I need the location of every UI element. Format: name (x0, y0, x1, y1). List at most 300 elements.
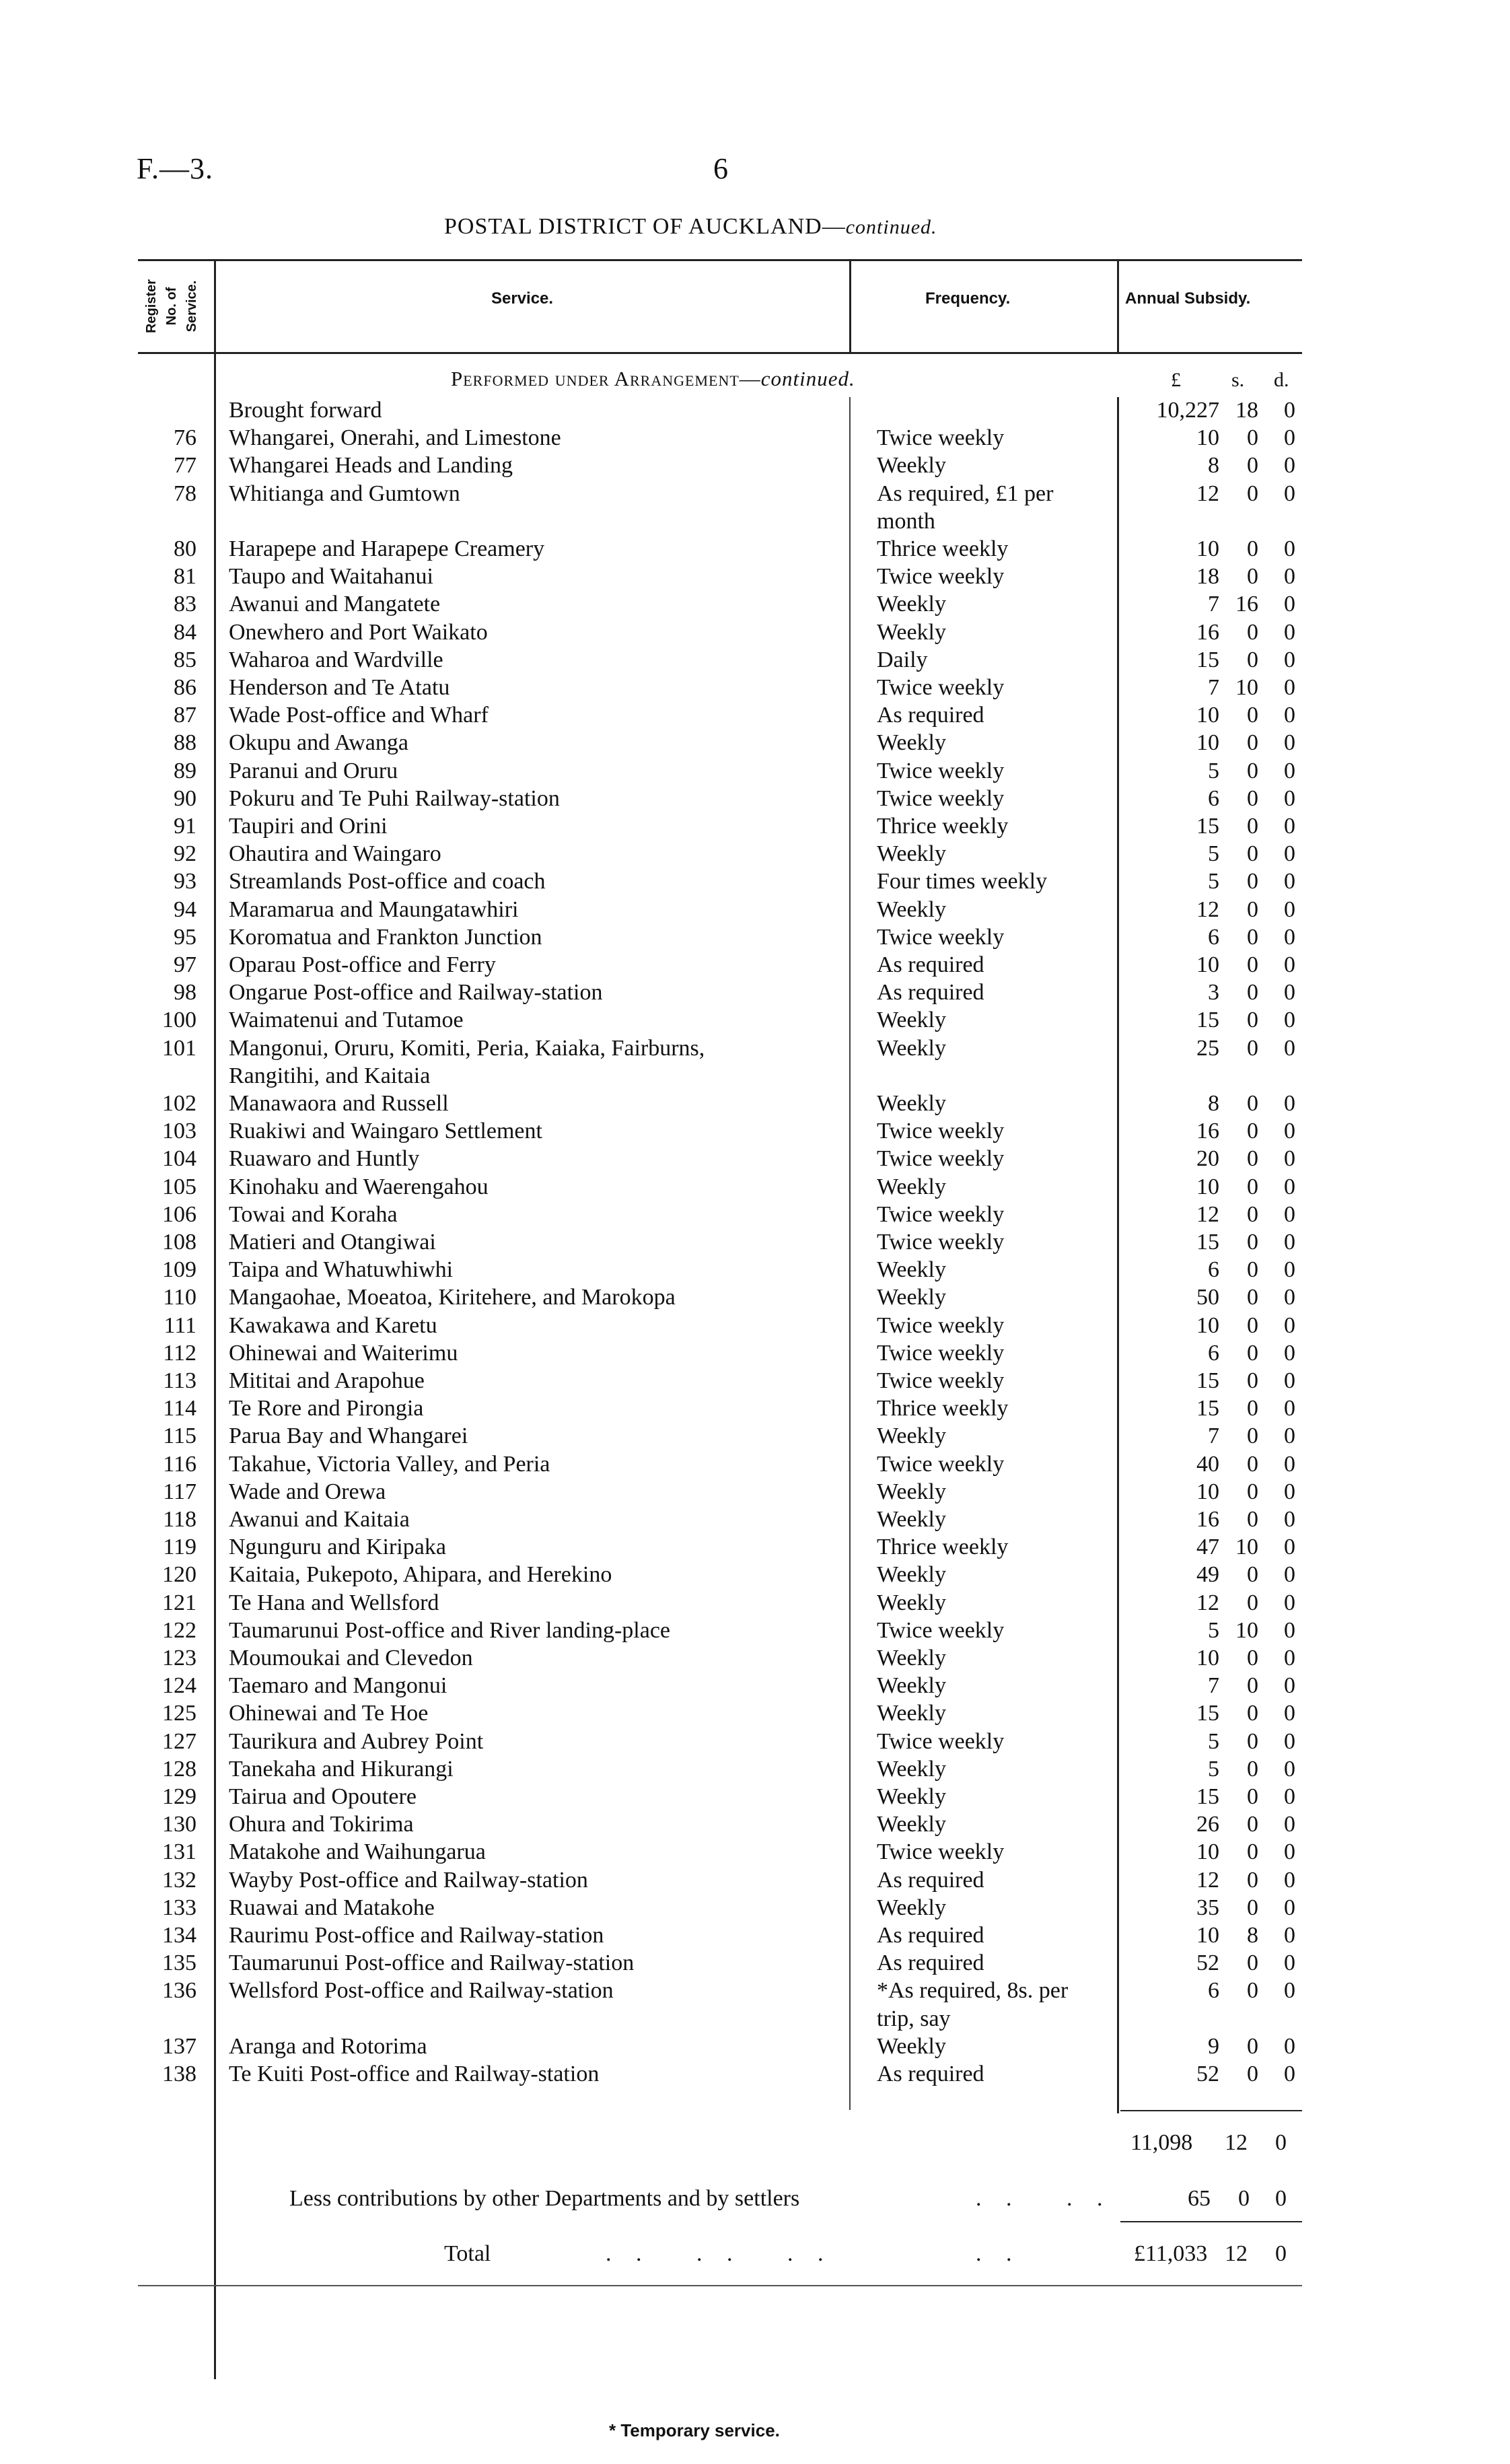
subsidy-shillings: 0 (1247, 814, 1258, 839)
subsidy-pounds: 10 (1196, 425, 1219, 450)
table-row (0, 1312, 1510, 1339)
header-bottom-rule (138, 352, 1302, 354)
service-name: Oparau Post-office and Ferry (229, 952, 496, 977)
register-number: 106 (162, 1202, 196, 1227)
service-name: Okupu and Awanga (229, 730, 408, 755)
subsidy-shillings: 0 (1247, 1479, 1258, 1504)
subsidy-pence: 0 (1284, 1091, 1295, 1116)
subsidy-shillings: 0 (1247, 1036, 1258, 1061)
subsidy-pence: 0 (1284, 536, 1295, 561)
subtotal-rule (1120, 2110, 1302, 2111)
subsidy-pence: 0 (1284, 1729, 1295, 1754)
subsidy-pence: 0 (1284, 2062, 1295, 2086)
subsidy-pounds: 10 (1196, 703, 1219, 728)
table-row (0, 1673, 1510, 1699)
subsidy-shillings: 0 (1247, 1590, 1258, 1615)
register-number: 123 (162, 1646, 196, 1670)
frequency: Twice weekly (877, 1146, 1005, 1171)
frequency: Twice weekly (877, 1368, 1005, 1393)
register-number: 78 (174, 481, 196, 506)
service-name: Takahue, Victoria Valley, and Peria (229, 1452, 550, 1477)
table-row (0, 1395, 1510, 1422)
subsidy-pence: 0 (1284, 786, 1295, 811)
service-name: Awanui and Mangatete (229, 592, 441, 617)
frequency: Thrice weekly (877, 536, 1009, 561)
section-title: Performed under Arrangement— (451, 367, 761, 390)
frequency: Weekly (877, 1757, 946, 1782)
register-number: 87 (174, 703, 196, 728)
subsidy-pounds: 10 (1196, 1839, 1219, 1864)
table-row (0, 1534, 1510, 1561)
frequency: Weekly (877, 1174, 946, 1199)
frequency: Weekly (877, 1673, 946, 1698)
subsidy-pounds: 52 (1196, 2062, 1219, 2086)
subsidy-shillings: 0 (1247, 1895, 1258, 1920)
total-freq-dots: . . (976, 2241, 1021, 2266)
table-row (0, 1451, 1510, 1478)
service-name: Mangonui, Oruru, Komiti, Peria, Kaiaka, Fairburns, (229, 1036, 705, 1061)
register-number: 112 (163, 1341, 196, 1366)
subsidy-pounds: 7 (1208, 592, 1219, 617)
service-name: Raurimu Post-office and Railway-station (229, 1923, 604, 1948)
frequency: *As required, 8s. per (877, 1978, 1069, 2003)
table-row (0, 1007, 1510, 1034)
subsidy-pounds: 15 (1196, 814, 1219, 839)
frequency: Twice weekly (877, 1618, 1005, 1643)
service-name: Manawaora and Russell (229, 1091, 449, 1116)
frequency: Weekly (877, 1562, 946, 1587)
register-number: 81 (174, 564, 196, 589)
table-row (0, 1756, 1510, 1783)
frequency: Weekly (877, 1507, 946, 1532)
frequency: Weekly (877, 453, 946, 478)
frequency: Twice weekly (877, 1729, 1005, 1754)
section-heading (451, 367, 855, 391)
frequency: As required (877, 1950, 984, 1975)
total-rule (1120, 2221, 1302, 2222)
subsidy-shillings: 0 (1247, 564, 1258, 589)
subsidy-pounds: 47 (1196, 1535, 1219, 1559)
service-name: Ongarue Post-office and Railway-station (229, 980, 603, 1005)
table-row (0, 1590, 1510, 1617)
frequency: Weekly (877, 1590, 946, 1615)
register-number: 130 (162, 1812, 196, 1837)
register-number: 95 (174, 925, 196, 950)
register-number: 138 (162, 2062, 196, 2086)
subsidy-pence: 0 (1284, 1423, 1295, 1448)
subsidy-shillings: 10 (1235, 1535, 1258, 1559)
subsidy-shillings: 0 (1247, 1091, 1258, 1116)
subsidy-pounds: 6 (1208, 786, 1219, 811)
register-number: 125 (162, 1701, 196, 1726)
subsidy-shillings: 0 (1247, 1784, 1258, 1809)
subsidy-shillings: 8 (1247, 1923, 1258, 1948)
subsidy-pence: 0 (1284, 1895, 1295, 1920)
subsidy-pounds: 49 (1196, 1562, 1219, 1587)
service-name: Wade and Orewa (229, 1479, 386, 1504)
subsidy-pence: 0 (1284, 398, 1295, 423)
table-row (0, 2006, 1510, 2033)
table-row (0, 1728, 1510, 1755)
subsidy-pounds: 12 (1196, 1202, 1219, 1227)
register-number: 77 (174, 453, 196, 478)
subsidy-pounds: 15 (1196, 1368, 1219, 1393)
table-row (0, 924, 1510, 951)
frequency: Twice weekly (877, 1452, 1005, 1477)
subsidy-pounds: 5 (1208, 841, 1219, 866)
subsidy-shillings: 0 (1247, 647, 1258, 672)
subsidy-pence: 0 (1284, 897, 1295, 922)
subsidy-pounds: 8 (1208, 1091, 1219, 1116)
subsidy-pence: 0 (1284, 841, 1295, 866)
frequency: Twice weekly (877, 1313, 1005, 1338)
subsidy-shillings: 0 (1247, 703, 1258, 728)
subsidy-shillings: 10 (1235, 1618, 1258, 1643)
frequency: Weekly (877, 1646, 946, 1670)
table-row (0, 1506, 1510, 1533)
table-row (0, 1201, 1510, 1228)
table-row (0, 1617, 1510, 1644)
subsidy-pounds: 26 (1196, 1812, 1219, 1837)
service-name: Taupo and Waitahanui (229, 564, 433, 589)
table-row (0, 647, 1510, 674)
pounds-heading: £ (1171, 369, 1181, 391)
register-column-header (141, 262, 215, 350)
frequency: Daily (877, 647, 928, 672)
service-name: Matakohe and Waihungarua (229, 1839, 486, 1864)
register-number: 76 (174, 425, 196, 450)
table-row (0, 1645, 1510, 1672)
service-name: Towai and Koraha (229, 1202, 398, 1227)
subsidy-shillings: 18 (1235, 398, 1258, 423)
table-row (0, 619, 1510, 646)
table-row (0, 1035, 1510, 1062)
subsidy-pence: 0 (1284, 1396, 1295, 1421)
subsidy-pence: 0 (1284, 952, 1295, 977)
frequency: Weekly (877, 1701, 946, 1726)
register-number: 80 (174, 536, 196, 561)
subsidy-pounds: 16 (1196, 620, 1219, 645)
subsidy-pounds: 25 (1196, 1036, 1219, 1061)
col-rule-subsidy (1117, 259, 1119, 353)
register-number: 113 (163, 1368, 196, 1393)
frequency: As required (877, 1923, 984, 1948)
service-name: Koromatua and Frankton Junction (229, 925, 542, 950)
service-name: Te Hana and Wellsford (229, 1590, 439, 1615)
service-name: Wayby Post-office and Railway-station (229, 1868, 588, 1893)
document-reference: F.—3. (137, 152, 213, 185)
subsidy-shillings: 0 (1247, 1396, 1258, 1421)
table-row (0, 785, 1510, 812)
table-row (0, 758, 1510, 785)
subsidy-pence: 0 (1284, 1673, 1295, 1698)
subsidy-pence: 0 (1284, 1036, 1295, 1061)
subsidy-pounds: 10 (1196, 1174, 1219, 1199)
frequency: Twice weekly (877, 1839, 1005, 1864)
register-number: 89 (174, 759, 196, 783)
subsidy-shillings: 10 (1235, 675, 1258, 700)
subsidy-pounds: 15 (1196, 1396, 1219, 1421)
subsidy-shillings: 0 (1247, 620, 1258, 645)
subsidy-shillings: 0 (1247, 1146, 1258, 1171)
subsidy-pence: 0 (1284, 1950, 1295, 1975)
total-shillings: 12 (1225, 2241, 1248, 2266)
register-number: 83 (174, 592, 196, 617)
subsidy-pounds: 10 (1196, 730, 1219, 755)
service-name: Henderson and Te Atatu (229, 675, 450, 700)
subsidy-shillings: 0 (1247, 1230, 1258, 1255)
frequency: Thrice weekly (877, 1535, 1009, 1559)
service-name: Ohautira and Waingaro (229, 841, 441, 866)
table-row (0, 1229, 1510, 1256)
table-row (0, 591, 1510, 618)
frequency: month (877, 509, 935, 534)
subsidy-pence: 0 (1284, 1923, 1295, 1948)
subsidy-pence: 0 (1284, 620, 1295, 645)
subtotal-shillings: 12 (1225, 2130, 1248, 2155)
subsidy-shillings: 0 (1247, 536, 1258, 561)
table-row (0, 952, 1510, 979)
register-number: 132 (162, 1868, 196, 1893)
subsidy-pounds: 18 (1196, 564, 1219, 589)
register-number: 101 (162, 1036, 196, 1061)
subsidy-shillings: 0 (1247, 1423, 1258, 1448)
subsidy-shillings: 0 (1247, 2062, 1258, 2086)
service-name: Kinohaku and Waerengahou (229, 1174, 489, 1199)
table-row (0, 452, 1510, 479)
subsidy-shillings: 0 (1247, 1701, 1258, 1726)
register-header-line: Register (144, 279, 159, 334)
register-number: 97 (174, 952, 196, 977)
service-name: Onewhero and Port Waikato (229, 620, 488, 645)
table-row (0, 1423, 1510, 1450)
frequency: Twice weekly (877, 1202, 1005, 1227)
frequency: Weekly (877, 1036, 946, 1061)
frequency: Weekly (877, 1895, 946, 1920)
subsidy-pounds: 15 (1196, 1784, 1219, 1809)
table-row (0, 868, 1510, 895)
subsidy-pence: 0 (1284, 592, 1295, 617)
register-number: 85 (174, 647, 196, 672)
subsidy-pounds: 5 (1208, 1757, 1219, 1782)
subsidy-pence: 0 (1284, 1784, 1295, 1809)
register-number: 103 (162, 1119, 196, 1143)
service-name: Rangitihi, and Kaitaia (229, 1063, 431, 1088)
subsidy-shillings: 0 (1247, 1202, 1258, 1227)
frequency: As required (877, 1868, 984, 1893)
subsidy-pence: 0 (1284, 1590, 1295, 1615)
subsidy-shillings: 0 (1247, 1562, 1258, 1587)
service-name: Pokuru and Te Puhi Railway-station (229, 786, 560, 811)
frequency: As required (877, 980, 984, 1005)
subsidy-pounds: 10 (1196, 1923, 1219, 1948)
table-row (0, 397, 1510, 424)
subsidy-shillings: 0 (1247, 925, 1258, 950)
subsidy-shillings: 0 (1247, 1341, 1258, 1366)
frequency: Twice weekly (877, 675, 1005, 700)
subsidy-pence: 0 (1284, 564, 1295, 589)
service-name: Mangaohae, Moeatoa, Kiritehere, and Marokopa (229, 1285, 676, 1310)
table-row (0, 1839, 1510, 1866)
subsidy-pounds: 12 (1196, 1590, 1219, 1615)
frequency: As required (877, 703, 984, 728)
subsidy-pence: 0 (1284, 814, 1295, 839)
shillings-heading: s. (1231, 369, 1245, 391)
service-name: Waimatenui and Tutamoe (229, 1008, 464, 1032)
frequency: Weekly (877, 592, 946, 617)
service-column-header: Service. (491, 289, 554, 308)
section-continued: continued. (760, 367, 855, 390)
table-row (0, 1340, 1510, 1367)
register-number: 120 (162, 1562, 196, 1587)
service-name: Taumarunui Post-office and Railway-station (229, 1950, 635, 1975)
register-number: 124 (162, 1673, 196, 1698)
register-number: 118 (163, 1507, 196, 1532)
table-row (0, 1090, 1510, 1117)
frequency: As required, £1 per (877, 481, 1054, 506)
service-name: Taurikura and Aubrey Point (229, 1729, 484, 1754)
table-row (0, 481, 1510, 507)
table-row (0, 1257, 1510, 1283)
subsidy-pounds: 35 (1196, 1895, 1219, 1920)
subsidy-pounds: 52 (1196, 1950, 1219, 1975)
table-row (0, 674, 1510, 701)
subsidy-shillings: 0 (1247, 1673, 1258, 1698)
subsidy-pounds: 16 (1196, 1507, 1219, 1532)
register-number: 100 (162, 1008, 196, 1032)
subsidy-pounds: 16 (1196, 1119, 1219, 1143)
subsidy-pounds: 15 (1196, 1008, 1219, 1032)
frequency: trip, say (877, 2006, 951, 2031)
frequency: Weekly (877, 1091, 946, 1116)
subsidy-shillings: 0 (1247, 1868, 1258, 1893)
subsidy-shillings: 0 (1247, 1119, 1258, 1143)
service-name: Maramarua and Maungatawhiri (229, 897, 519, 922)
subsidy-pounds: 9 (1208, 2034, 1219, 2059)
frequency: Weekly (877, 897, 946, 922)
subsidy-pence: 0 (1284, 453, 1295, 478)
subsidy-pence: 0 (1284, 675, 1295, 700)
register-number: 88 (174, 730, 196, 755)
frequency: Weekly (877, 1479, 946, 1504)
subsidy-pence: 0 (1284, 1812, 1295, 1837)
frequency: As required (877, 2062, 984, 2086)
register-number: 102 (162, 1091, 196, 1116)
service-name: Taemaro and Mangonui (229, 1673, 447, 1698)
service-name: Tanekaha and Hikurangi (229, 1757, 454, 1782)
service-name: Matieri and Otangiwai (229, 1230, 436, 1255)
table-row (0, 1895, 1510, 1922)
service-name: Aranga and Rotorima (229, 2034, 427, 2059)
subsidy-pounds: 6 (1208, 1978, 1219, 2003)
table-row (0, 702, 1510, 729)
subsidy-pounds: 10 (1196, 952, 1219, 977)
subsidy-pounds: 12 (1196, 481, 1219, 506)
total-dots: . . . . . . (606, 2241, 833, 2266)
subsidy-shillings: 0 (1247, 1812, 1258, 1837)
subsidy-shillings: 0 (1247, 1839, 1258, 1864)
register-number: 105 (162, 1174, 196, 1199)
subsidy-pounds: 8 (1208, 453, 1219, 478)
subsidy-shillings: 0 (1247, 730, 1258, 755)
less-pounds: 65 (1188, 2186, 1211, 2211)
service-name: Taupiri and Orini (229, 814, 388, 839)
service-name: Ohura and Tokirima (229, 1812, 414, 1837)
subtotal-pence: 0 (1275, 2130, 1287, 2155)
register-number: 136 (162, 1978, 196, 2003)
subsidy-pence: 0 (1284, 730, 1295, 755)
frequency: As required (877, 952, 984, 977)
register-number: 137 (162, 2034, 196, 2059)
subsidy-pence: 0 (1284, 1341, 1295, 1366)
frequency: Twice weekly (877, 759, 1005, 783)
table-row (0, 1922, 1510, 1949)
table-row (0, 979, 1510, 1006)
register-number: 116 (163, 1452, 196, 1477)
subsidy-shillings: 0 (1247, 481, 1258, 506)
less-pence: 0 (1275, 2186, 1287, 2211)
page-title (444, 214, 937, 240)
subsidy-shillings: 0 (1247, 1008, 1258, 1032)
subsidy-pounds: 3 (1208, 980, 1219, 1005)
subsidy-pence: 0 (1284, 869, 1295, 894)
less-contributions-label: Less contributions by other Departments and by settlers (289, 2186, 800, 2211)
register-number: 135 (162, 1950, 196, 1975)
service-name: Taumarunui Post-office and River landing-place (229, 1618, 671, 1643)
table-row (0, 425, 1510, 452)
subsidy-pence: 0 (1284, 1146, 1295, 1171)
register-number: 115 (163, 1423, 196, 1448)
subsidy-pounds: 5 (1208, 759, 1219, 783)
table-row (0, 896, 1510, 923)
subsidy-pounds: 5 (1208, 869, 1219, 894)
service-name: Te Rore and Pirongia (229, 1396, 424, 1421)
register-number: 114 (163, 1396, 196, 1421)
subsidy-pounds: 20 (1196, 1146, 1219, 1171)
table-row (0, 1784, 1510, 1810)
subsidy-column-header: Annual Subsidy. (1125, 289, 1251, 308)
service-name: Whangarei Heads and Landing (229, 453, 513, 478)
col-rule-frequency (849, 259, 851, 353)
service-name: Whangarei, Onerahi, and Limestone (229, 425, 561, 450)
table-row (0, 2061, 1510, 2088)
frequency: Weekly (877, 1285, 946, 1310)
total-pounds: £11,033 (1134, 2241, 1208, 2266)
subsidy-shillings: 0 (1247, 1507, 1258, 1532)
subsidy-shillings: 0 (1247, 841, 1258, 866)
register-number: 122 (162, 1618, 196, 1643)
frequency: Twice weekly (877, 925, 1005, 950)
title-main: POSTAL DISTRICT OF AUCKLAND— (444, 214, 846, 239)
subsidy-pence: 0 (1284, 481, 1295, 506)
service-name: Tairua and Opoutere (229, 1784, 417, 1809)
service-name: Awanui and Kaitaia (229, 1507, 410, 1532)
subsidy-pounds: 15 (1196, 647, 1219, 672)
subsidy-shillings: 0 (1247, 1368, 1258, 1393)
service-name: Ruakiwi and Waingaro Settlement (229, 1119, 542, 1143)
subsidy-pounds: 15 (1196, 1230, 1219, 1255)
register-number: 108 (162, 1230, 196, 1255)
subtotal-pounds: 11,098 (1130, 2130, 1193, 2155)
subsidy-pence: 0 (1284, 1008, 1295, 1032)
register-number: 92 (174, 841, 196, 866)
subsidy-pence: 0 (1284, 1757, 1295, 1782)
total-label: Total (444, 2241, 491, 2266)
frequency: Thrice weekly (877, 814, 1009, 839)
register-number: 133 (162, 1895, 196, 1920)
subsidy-pounds: 40 (1196, 1452, 1219, 1477)
register-number: 111 (164, 1313, 196, 1338)
